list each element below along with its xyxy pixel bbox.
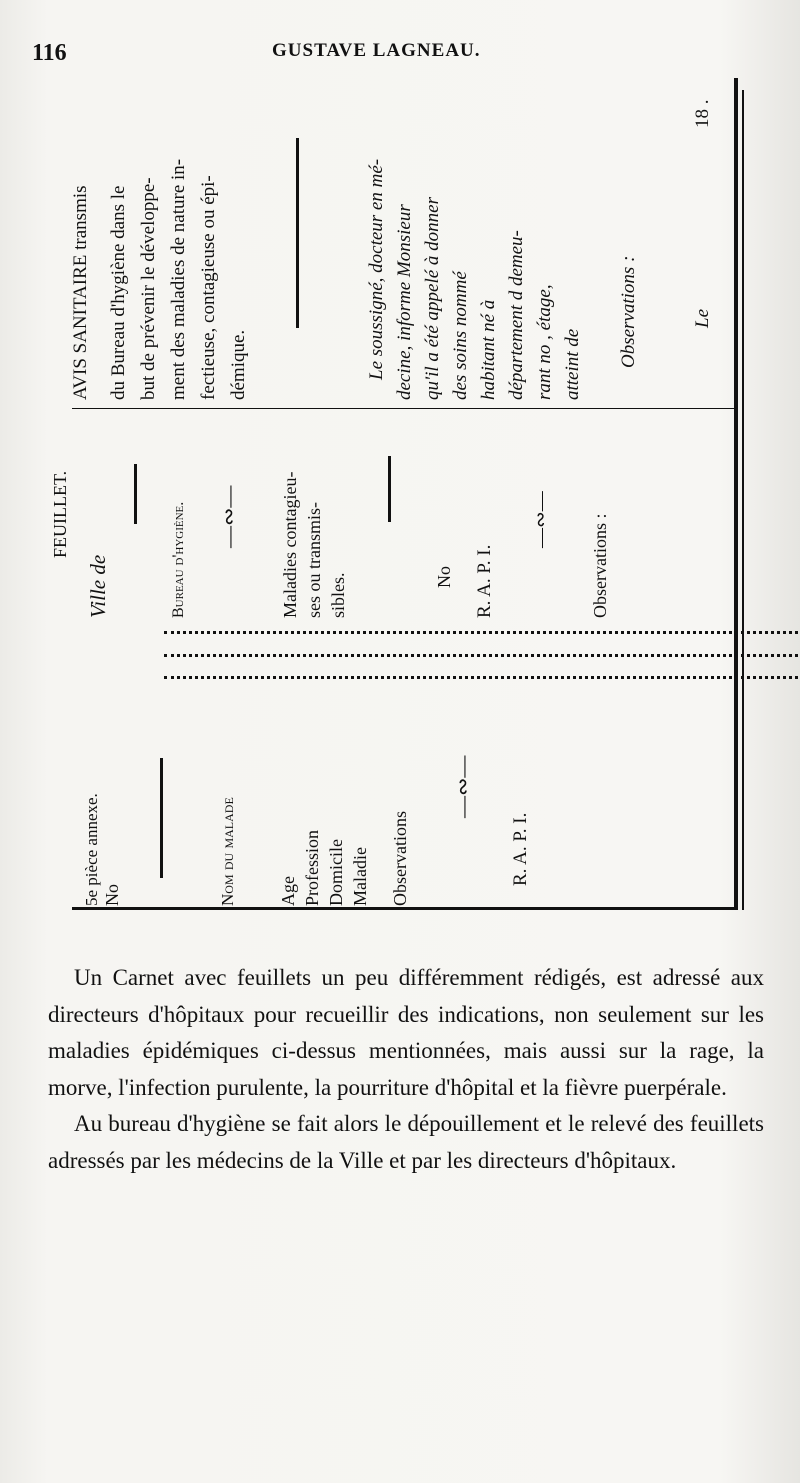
notice-body-5: habitant né à: [478, 299, 499, 400]
body-text: [48, 960, 764, 1179]
notice-title-4: ment des maladies de nature in-: [168, 158, 189, 400]
middle-ornament-2: —∾—: [530, 491, 552, 548]
middle-diseases-1: Maladies contagieu-: [280, 471, 300, 618]
middle-diseases-3: sibles.: [328, 572, 348, 618]
stub-number: No: [102, 884, 122, 906]
stub-rule: [160, 758, 163, 878]
middle-title: FEUILLET.: [50, 470, 70, 558]
paragraph-1: Un Carnet avec feuillets un peu différemment rédigés, est adressé aux directeurs d'hôpitaux pour recueillir des indications, non seulement sur les maladies épidémiques ci-dessus mentionnées, mais aussi sur la rage, la morve, l'infection purulente, la pourriture d'hôpital et la fièvre puerpérale.: [48, 965, 764, 1100]
stub-patient-name: Nom du malade: [218, 797, 237, 906]
sanitary-form: [50, 78, 738, 910]
notice-title-3: but de prévenir le développe-: [138, 177, 159, 400]
notice-body-2: decine, informe Monsieur: [394, 204, 415, 400]
running-head: GUSTAVE LAGNEAU.: [272, 40, 481, 61]
section-divider-top: [72, 408, 738, 409]
notice-body-1: Le soussigné, docteur en mé-: [366, 158, 387, 380]
notice-title-2: du Bureau d'hygiène dans le: [108, 185, 129, 400]
middle-number: No: [434, 566, 454, 588]
stub-rapi: R. A. P. I.: [510, 812, 531, 886]
middle-city: Ville de: [86, 554, 110, 618]
stub-field-observations: Observations: [390, 811, 410, 906]
notice-date-prefix: Le: [692, 309, 713, 328]
stub-ornament: —∾—: [450, 755, 475, 818]
stub-field-domicile: Domicile: [326, 839, 346, 906]
perforation-1: [164, 631, 800, 637]
perforation-2: [164, 654, 800, 660]
notice-body-7: rant no , étage,: [534, 284, 555, 400]
stub-field-age: Age: [278, 876, 298, 906]
middle-observations: Observations :: [590, 513, 610, 618]
stub-field-profession: Profession: [302, 830, 322, 906]
notice-body-3: qu'il a été appelé à donner: [422, 197, 443, 400]
perforation-3: [164, 676, 800, 682]
stub-annex: 5e pièce annexe.: [82, 793, 101, 906]
notice-title-1: AVIS SANITAIRE transmis: [70, 185, 91, 400]
stub-field-maladie: Maladie: [350, 847, 370, 906]
middle-rapi: R. A. P. I.: [474, 544, 495, 618]
notice-body-6: département d demeu-: [506, 230, 527, 400]
middle-bureau: Bureau d'hygiène.: [170, 501, 187, 618]
notice-observations: Observations :: [618, 255, 639, 368]
notice-year: 18 .: [692, 99, 713, 128]
notice-body-8: atteint de: [562, 328, 583, 400]
paragraph-2: Au bureau d'hygiène se fait alors le dépouillement et le relevé des feuillets adressés par les médecins de la Ville et par les directeurs d'hôpitaux.: [48, 1111, 764, 1173]
notice-title-6: démique.: [228, 329, 249, 400]
page-number: 116: [32, 40, 67, 66]
middle-ornament: —∾—: [216, 485, 241, 548]
notice-title-5: fectieuse, contagieuse ou épi-: [198, 175, 219, 400]
middle-diseases-2: ses ou transmis-: [304, 502, 324, 618]
notice-body-4: des soins nommé: [450, 271, 471, 400]
